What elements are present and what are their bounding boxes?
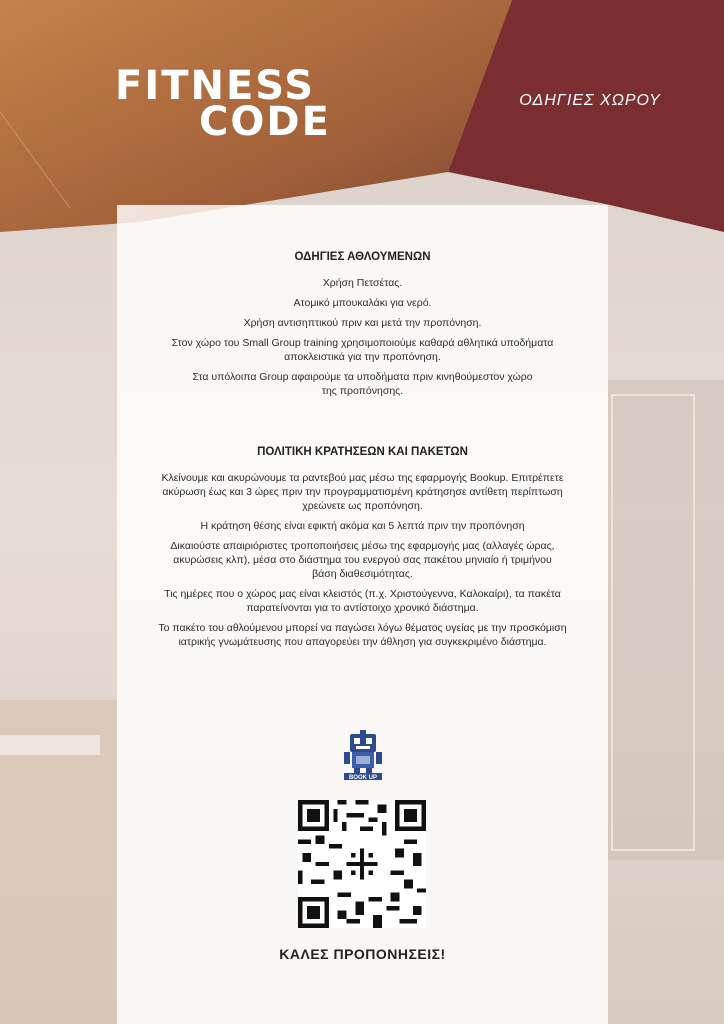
footer-message: ΚΑΛΕΣ ΠΡΟΠΟΝΗΣΕΙΣ! — [279, 946, 446, 962]
bookup-label: BOOK UP — [348, 775, 378, 780]
logo-line-2: CODE — [199, 99, 331, 145]
athletes-section — [140, 250, 585, 404]
policy-item: Κλείνουμε και ακυρώνουμε τα ραντεβού μας μέσω της εφαρμογής Bookup. Επιτρέπετε ακύρωση έως και 3 ώρες πριν την προγραμματισμένη κράτησησε αντίθετη περίπτωση χρεώνετε ως προπόνηση. — [161, 472, 564, 512]
athletes-item: Χρήση αντισηπτικού πριν και μετά την προπόνηση. — [243, 317, 482, 329]
policy-heading: ΠΟΛΙΤΙΚΗ ΚΡΑΤΗΣΕΩΝ ΚΑΙ ΠΑΚΕΤΩΝ — [257, 446, 468, 458]
policy-item: Τις ημέρες που ο χώρος μας είναι κλειστός (π.χ. Χριστούγεννα, Καλοκαίρι), τα πακέτα παρατείνονται για το αντίστοιχο χρονικό διάστημα. — [164, 588, 561, 614]
athletes-item: Στον χώρο του Small Group training χρησιμοποιούμε καθαρά αθλητικά υποδήματα αποκλειστικά για την προπόνηση. — [171, 337, 554, 363]
page-title: ΟΔΗΓΙΕΣ ΧΩΡΟΥ — [519, 92, 661, 109]
athletes-item: Στα υπόλοιπα Group αφαιρούμε τα υποδήματα πριν κινηθούμεστον χώρο της προπόνησης. — [192, 371, 533, 397]
athletes-item: Χρήση Πετσέτας. — [322, 277, 403, 289]
athletes-item: Ατομικό μπουκαλάκι για νερό. — [293, 297, 432, 309]
policy-item: Δικαιούστε απαιριόριστες τροποποιήσεις μέσω της εφαρμογής μας (αλλαγές ώρας, ακυρώσεις κλπ), μέσα στο διάστημα του ενεργού σας πακέτου μηνιαίο ή τριμήνου βάση διαθεσιμότητας. — [170, 540, 555, 580]
policy-section — [140, 445, 585, 655]
athletes-heading: ΟΔΗΓΙΕΣ ΑΘΛΟΥΜΕΝΩΝ — [294, 251, 431, 263]
policy-item: Η κράτηση θέσης είναι εφικτή ακόμα και 5 λεπτά πριν την προπόνηση — [200, 520, 525, 532]
qr-code[interactable] — [298, 800, 426, 928]
policy-item: Το πακέτο του αθλούμενου μπορεί να παγώσει λόγω θέματος υγείας με την προσκόμιση ιατρικής γνωμάτευσης που απαγορεύει την άθληση για συγκεκριμένο διάστημα. — [158, 622, 567, 648]
bookup-robot-icon — [342, 730, 384, 780]
brand-logo — [115, 63, 331, 145]
logo-line-1: FITNESS — [115, 63, 316, 109]
